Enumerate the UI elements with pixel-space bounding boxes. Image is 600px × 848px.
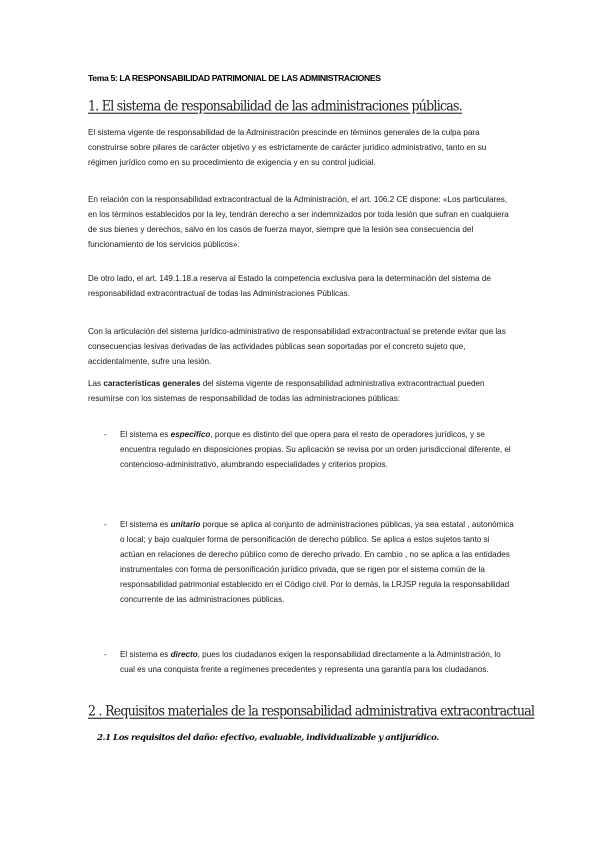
bullet-pre: El sistema es bbox=[120, 650, 171, 659]
paragraph-5-post: del sistema vigente de responsabilidad administrativa extracontractual pueden resumirse con los sistemas de responsabilidad de todas las administraciones públicas: bbox=[88, 379, 485, 403]
bullet-post: , porque es distinto del que opera para el resto de operadores jurídicos, y se encuentra regulado en disposiciones propias. Su aplicación se revisa por un orden jurisdiccional diferente, el contencioso-administrativo, alumbrando especialidades y criterios propios. bbox=[120, 430, 511, 469]
bullet-key-term: específico bbox=[170, 430, 211, 439]
paragraph-5-pre: Las bbox=[88, 379, 104, 388]
bullet-text bbox=[120, 427, 516, 472]
bullet-pre: El sistema es bbox=[120, 430, 171, 439]
bullet-text bbox=[120, 647, 516, 677]
bullet-pre: El sistema es bbox=[120, 520, 171, 529]
subsection-2-1-heading: 2.1 Los requisitos del daño: efectivo, evaluable, individualizable y antijurídico. bbox=[97, 733, 439, 743]
paragraph-5 bbox=[88, 376, 516, 406]
bullet-text bbox=[120, 517, 516, 607]
section-1-heading: 1. El sistema de responsabilidad de las administraciones públicas. bbox=[88, 97, 463, 114]
bullet-key-term: directo bbox=[170, 650, 198, 659]
paragraph-2: En relación con la responsabilidad extracontractual de la Administración, el art. 106.2 CE dispone: «Los particulares, en los términos establecidos por la ley, tendrán derecho a ser indemnizados por toda lesión que sufran en cualquiera de sus bienes y derechos, salvo en los casos de fuerza mayor, siempre que la lesión sea consecuencia del funcionamiento de los servicios públicos». bbox=[88, 195, 509, 249]
bullet-post: , pues los ciudadanos exigen la responsabilidad directamente a la Administración, lo cual es una conquista frente a regímenes precedentes y representa una garantía para los ciudadanos. bbox=[120, 650, 501, 674]
paragraph-3: De otro lado, el art. 149.1.18.a reserva al Estado la competencia exclusiva para la determinación del sistema de responsabilidad extracontractual de todas las Administraciones Públicas. bbox=[88, 274, 491, 298]
bullet-dash: - bbox=[104, 520, 107, 529]
bullet-dash: - bbox=[104, 430, 107, 439]
bullet-post: porque se aplica al conjunto de administraciones públicas, ya sea estatal , autonómica o local; y bajo cualquier forma de personificación de derecho público. Se aplica a estos sujetos tanto si actúan en relaciones de derecho público como de derecho privado. En cambio , no se aplica a las entidades instrumentales con forma de personificación jurídico privada, que se rigen por el sistema común de la responsabilidad patrimonial establecido en el Código civil. Por lo demás, la LRJSP regula la responsabilidad concurrente de las administraciones públicas. bbox=[120, 520, 514, 604]
document-title: Tema 5: LA RESPONSABILIDAD PATRIMONIAL DE LAS ADMINISTRACIONES bbox=[88, 73, 381, 83]
paragraph-4: Con la articulación del sistema jurídico-administrativo de responsabilidad extracontractual se pretende evitar que las consecuencias lesivas derivadas de las actividades públicas sean soportadas por el concreto sujeto que, accidentalmente, sufre una lesión. bbox=[88, 327, 506, 366]
paragraph-5-bold: características generales bbox=[103, 379, 201, 388]
bullet-key-term: unitario bbox=[170, 520, 201, 529]
paragraph-1: El sistema vigente de responsabilidad de la Administración prescinde en términos generales de la culpa para construirse sobre pilares de carácter objetivo y es estrictamente de carácter jurídico administrativo, tanto en su régimen jurídico como en su procedimiento de exigencia y en su control judicial. bbox=[88, 128, 487, 167]
section-2-heading: 2 . Requisitos materiales de la responsabilidad administrativa extracontractual bbox=[88, 702, 535, 719]
bullet-dash: - bbox=[104, 650, 107, 659]
